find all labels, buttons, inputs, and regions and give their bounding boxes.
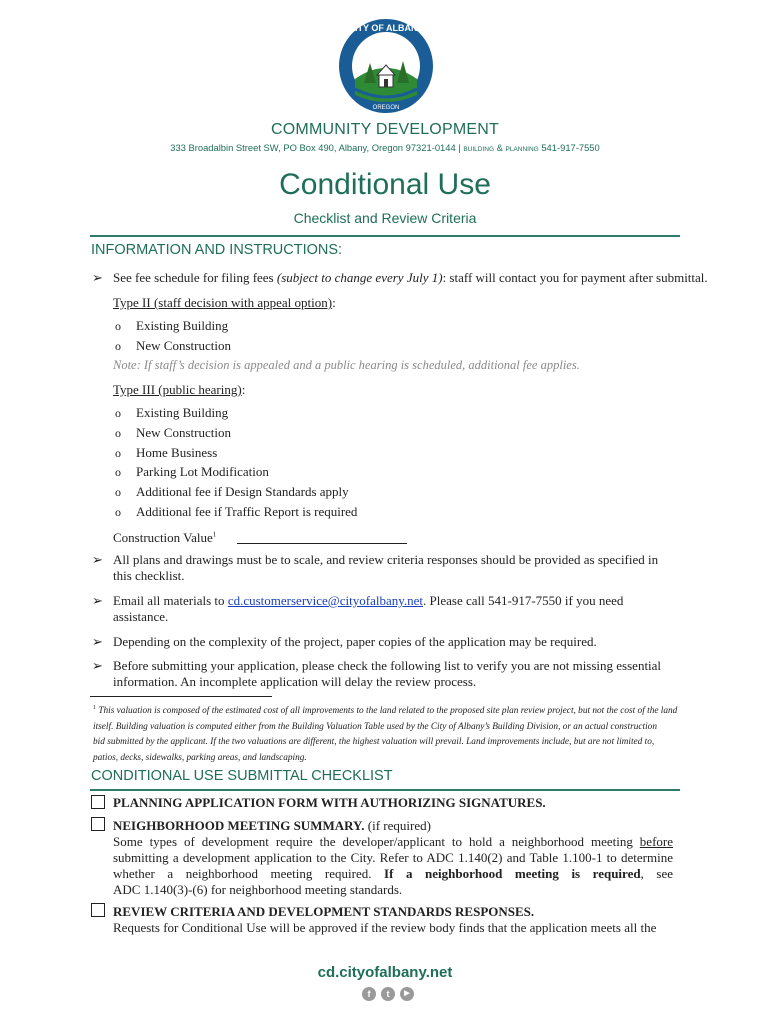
type3-item: Additional fee if Traffic Report is required — [136, 504, 358, 519]
circle-bullet-icon: o — [115, 339, 121, 353]
submit-instruction — [113, 658, 661, 690]
footnote-line: This valuation is composed of the estimated cost of all improvements to the land related to the proposed site plan review project, but not the cost of the land — [98, 706, 678, 717]
construction-value-label — [113, 530, 216, 546]
facebook-icon[interactable]: f — [362, 987, 376, 1001]
paper-copies-instruction: Depending on the complexity of the project, paper copies of the application may be required. — [113, 634, 597, 649]
checkbox-neighborhood-meeting[interactable] — [91, 817, 105, 831]
address: 333 Broadalbin Street SW, PO Box 490, Albany, Oregon 97321-0144 | — [170, 142, 461, 153]
neighborhood-bold: If a neighborhood meeting is required — [384, 866, 641, 881]
review-criteria-text: Requests for Conditional Use will be approved if the review body finds that the application meets all the — [113, 920, 657, 935]
scale-line-2: this checklist. — [113, 568, 185, 583]
circle-bullet-icon: o — [115, 406, 121, 420]
checklist-heading: CONDITIONAL USE SUBMITTAL CHECKLIST — [91, 768, 393, 784]
fee-instruction — [113, 270, 708, 286]
type3-item: Additional fee if Design Standards apply — [136, 484, 349, 499]
circle-bullet-icon: o — [115, 485, 121, 499]
twitter-icon[interactable]: t — [381, 987, 395, 1001]
neighborhood-title: NEIGHBORHOOD MEETING SUMMARY. — [113, 818, 365, 833]
city-seal-logo — [337, 17, 435, 115]
checkbox-review-criteria[interactable] — [91, 903, 105, 917]
seal-year: 1848 — [381, 99, 391, 104]
email-instruction — [113, 593, 623, 625]
checklist-item-planning-form: PLANNING APPLICATION FORM WITH AUTHORIZING SIGNATURES. — [113, 795, 546, 810]
arrow-bullet-icon: ➢ — [92, 658, 103, 673]
email-line-2: assistance. — [113, 609, 169, 624]
type3-item: Home Business — [136, 445, 218, 460]
review-criteria-title: REVIEW CRITERIA AND DEVELOPMENT STANDARDS RESPONSES. — [113, 904, 535, 919]
planning-label: PLANNING — [505, 146, 539, 153]
department-address-line — [0, 142, 770, 153]
neighborhood-tail: (if required) — [364, 818, 431, 833]
arrow-bullet-icon: ➢ — [92, 634, 103, 649]
construction-value-input[interactable] — [237, 543, 407, 544]
footnote-line: itself. Building valuation is computed either from the Building Valuation Table used by the City of Albany’s Building Division, or an actual construction — [93, 721, 657, 732]
fee-italic: (subject to change every July 1) — [276, 270, 443, 285]
type3-text: Type III (public hearing) — [113, 382, 242, 397]
type3-item: Existing Building — [136, 405, 229, 420]
page-title: Conditional Use — [279, 168, 491, 201]
neighborhood-text: Some types of development require the developer/applicant to hold a neighborhood meeting — [113, 834, 640, 849]
fee-text: See fee schedule for filing fees — [113, 270, 277, 285]
info-heading: INFORMATION AND INSTRUCTIONS: — [91, 242, 343, 258]
type3-item: New Construction — [136, 425, 231, 440]
footnote-line: patios, decks, sidewalks, parking areas, and landscaping. — [93, 752, 307, 763]
neighborhood-underline: before — [639, 834, 673, 849]
arrow-bullet-icon: ➢ — [92, 593, 103, 608]
footnote — [93, 701, 678, 766]
construction-value-text: Construction Value — [113, 530, 213, 545]
arrow-bullet-icon: ➢ — [92, 270, 103, 285]
circle-bullet-icon: o — [115, 426, 121, 440]
footnote-number: 1 — [93, 705, 96, 711]
checklist-item-neighborhood-meeting — [113, 818, 673, 898]
department-name: COMMUNITY DEVELOPMENT — [271, 121, 499, 138]
email-pre: Email all materials to — [113, 593, 228, 608]
page-subtitle: Checklist and Review Criteria — [293, 210, 477, 226]
checklist-item-review-criteria — [113, 904, 673, 936]
amp: & — [494, 142, 506, 153]
neighborhood-text: , see — [640, 866, 673, 881]
seal-ring-top: CITY OF ALBANY — [348, 23, 424, 33]
footnote-separator — [90, 696, 272, 697]
colon: : — [241, 382, 246, 397]
phone: 541-917-7550 — [541, 142, 600, 153]
type3-item: Parking Lot Modification — [136, 464, 269, 479]
colon: : — [332, 295, 336, 310]
circle-bullet-icon: o — [115, 465, 121, 479]
footer-url[interactable]: cd.cityofalbany.net — [317, 964, 453, 981]
footnote-line: bid submitted by the applicant. If the two valuations are different, the highest valuation will prevail. Land improvements include, but are not limited to, — [93, 737, 655, 748]
fee-text-post: : staff will contact you for payment after submittal. — [442, 270, 708, 285]
scale-line-1: All plans and drawings must be to scale, and review criteria responses should be provided as specified in — [113, 552, 659, 567]
arrow-bullet-icon: ➢ — [92, 552, 103, 567]
email-link[interactable]: cd.customerservice@cityofalbany.net — [227, 593, 424, 608]
checkbox-planning-form[interactable] — [91, 795, 105, 809]
type3-label — [113, 382, 245, 398]
type2-item: Existing Building — [136, 318, 229, 333]
circle-bullet-icon: o — [115, 319, 121, 333]
circle-bullet-icon: o — [115, 446, 121, 460]
checklist-rule — [90, 789, 680, 791]
email-post: . Please call 541-917-7550 if you need — [423, 593, 624, 608]
neighborhood-text: whether a neighborhood meeting required. — [113, 866, 385, 881]
type2-item: New Construction — [136, 338, 231, 353]
submit-line-1: Before submitting your application, please check the following list to verify you are not missing essential — [113, 658, 662, 673]
seal-ring-bottom: OREGON — [372, 105, 400, 111]
neighborhood-text: ADC 1.140(3)-(6) for neighborhood meeting standards. — [113, 882, 403, 897]
scale-instruction — [113, 552, 658, 584]
title-rule — [90, 235, 680, 237]
building-label: BUILDING — [463, 146, 495, 153]
neighborhood-text: submitting a development application to the City. Refer to ADC 1.140(2) and Table 1.100-1 to determine — [113, 850, 673, 865]
submit-line-2: information. An incomplete application will delay the review process. — [113, 674, 477, 689]
circle-bullet-icon: o — [115, 505, 121, 519]
appeal-note: Note: If staff’s decision is appealed and a public hearing is scheduled, additional fee applies. — [113, 358, 580, 372]
youtube-icon[interactable]: ▶ — [400, 987, 414, 1001]
type2-text: Type II (staff decision with appeal option) — [113, 295, 333, 310]
footnote-marker: 1 — [212, 530, 217, 539]
type2-label — [113, 295, 336, 311]
